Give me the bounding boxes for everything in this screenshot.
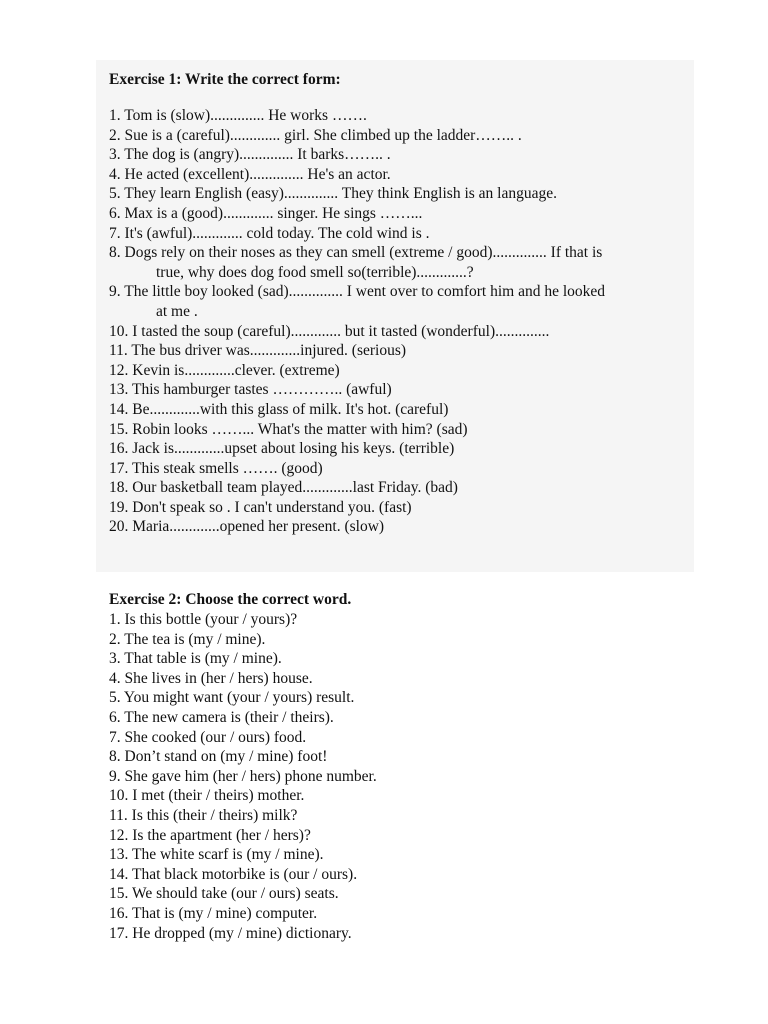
exercise-2-item: 4. She lives in (her / hers) house. — [109, 669, 313, 687]
exercise-1-item — [109, 184, 699, 204]
exercise-1-item-text: 11. The bus driver was.............injured. (serious) — [109, 342, 407, 360]
exercise-2-item: 9. She gave him (her / hers) phone number. — [109, 767, 377, 785]
exercise-2-list — [109, 610, 699, 943]
exercise-1-item-text: 16. Jack is.............upset about losing his keys. (terrible) — [109, 440, 455, 458]
exercise-1-item — [109, 145, 699, 165]
exercise-1-item — [109, 420, 699, 440]
exercise-2-item: 12. Is the apartment (her / hers)? — [109, 826, 311, 844]
exercise-1-item — [109, 439, 699, 459]
exercise-1-item-text: 13. This hamburger tastes ………….. (awful) — [109, 381, 392, 399]
exercise-1-item — [109, 400, 699, 420]
exercise-2-title: Exercise 2: Choose the correct word. — [109, 591, 352, 608]
exercise-1-item — [109, 478, 699, 498]
exercise-2-item: 17. He dropped (my / mine) dictionary. — [109, 924, 352, 942]
exercise-2-item: 6. The new camera is (their / theirs). — [109, 708, 334, 726]
exercise-2-item: 16. That is (my / mine) computer. — [109, 904, 318, 922]
exercise-1-item-text: 10. I tasted the soup (careful)............. but it tasted (wonderful).............. — [109, 322, 550, 340]
exercise-1-item-text: 20. Maria.............opened her present. (slow) — [109, 518, 385, 536]
exercise-2-item: 11. Is this (their / theirs) milk? — [109, 806, 298, 824]
exercise-1-item — [109, 165, 699, 185]
exercise-1-item — [109, 204, 699, 224]
exercise-1-item-text: 19. Don't speak so . I can't understand you. (fast) — [109, 498, 412, 516]
exercise-1-item-text: 9. The little boy looked (sad).............. I went over to comfort him and he looked — [109, 283, 606, 301]
exercise-1-item — [109, 224, 699, 244]
exercise-2-item: 10. I met (their / theirs) mother. — [109, 787, 305, 805]
exercise-1-item — [109, 498, 699, 518]
exercise-1-item — [109, 459, 699, 479]
exercise-1-item — [109, 126, 699, 146]
exercise-2-item: 3. That table is (my / mine). — [109, 650, 282, 668]
exercise-1-item-text: 7. It's (awful)............. cold today. The cold wind is . — [109, 224, 430, 242]
exercise-1-item-text: 17. This steak smells ……. (good) — [109, 459, 323, 477]
exercise-2-item: 5. You might want (your / yours) result. — [109, 689, 355, 707]
exercise-1-item — [109, 282, 699, 321]
exercise-1-item-text: 15. Robin looks ……... What's the matter with him? (sad) — [109, 420, 468, 438]
exercise-1-item-text: 14. Be.............with this glass of milk. It's hot. (careful) — [109, 400, 449, 418]
exercise-2-item: 14. That black motorbike is (our / ours). — [109, 865, 358, 883]
exercise-1-item-continuation: true, why does dog food smell so(terrible).............? — [156, 263, 474, 281]
exercise-1-item-text: 12. Kevin is.............clever. (extreme) — [109, 361, 340, 379]
exercise-2-item: 7. She cooked (our / ours) food. — [109, 728, 307, 746]
exercise-1-item-text: 2. Sue is a (careful)............. girl. She climbed up the ladder…….. . — [109, 126, 522, 144]
exercise-1-item — [109, 106, 699, 126]
exercise-1-item — [109, 341, 699, 361]
exercise-1-title: Exercise 1: Write the correct form: — [109, 71, 341, 88]
exercise-1-item-text: 18. Our basketball team played.............last Friday. (bad) — [109, 479, 458, 497]
exercise-1-item-text: 5. They learn English (easy).............. They think English is an language. — [109, 185, 557, 203]
exercise-2-item: 8. Don’t stand on (my / mine) foot! — [109, 748, 328, 766]
exercise-1-item — [109, 380, 699, 400]
exercise-1-item-text: 4. He acted (excellent).............. He's an actor. — [109, 165, 391, 183]
exercise-1-item-continuation: at me . — [156, 302, 198, 320]
exercise-1-list — [109, 106, 699, 537]
exercise-1-item-text: 3. The dog is (angry).............. It barks…….. . — [109, 146, 391, 164]
exercise-1-item-text: 1. Tom is (slow).............. He works ……. — [109, 107, 367, 124]
exercise-2-item: 2. The tea is (my / mine). — [109, 630, 266, 648]
exercise-1-item — [109, 361, 699, 381]
exercise-1-item — [109, 322, 699, 342]
exercise-2-item: 1. Is this bottle (your / yours)? — [109, 611, 298, 628]
exercise-2-item: 13. The white scarf is (my / mine). — [109, 846, 324, 864]
exercise-2-item: 15. We should take (our / ours) seats. — [109, 885, 339, 903]
exercise-1-item — [109, 243, 699, 282]
exercise-1-item-text: 6. Max is a (good)............. singer. He sings ……... — [109, 204, 423, 222]
exercise-1-item — [109, 517, 699, 537]
exercise-1-item-text: 8. Dogs rely on their noses as they can smell (extreme / good).............. If that is — [109, 244, 603, 262]
